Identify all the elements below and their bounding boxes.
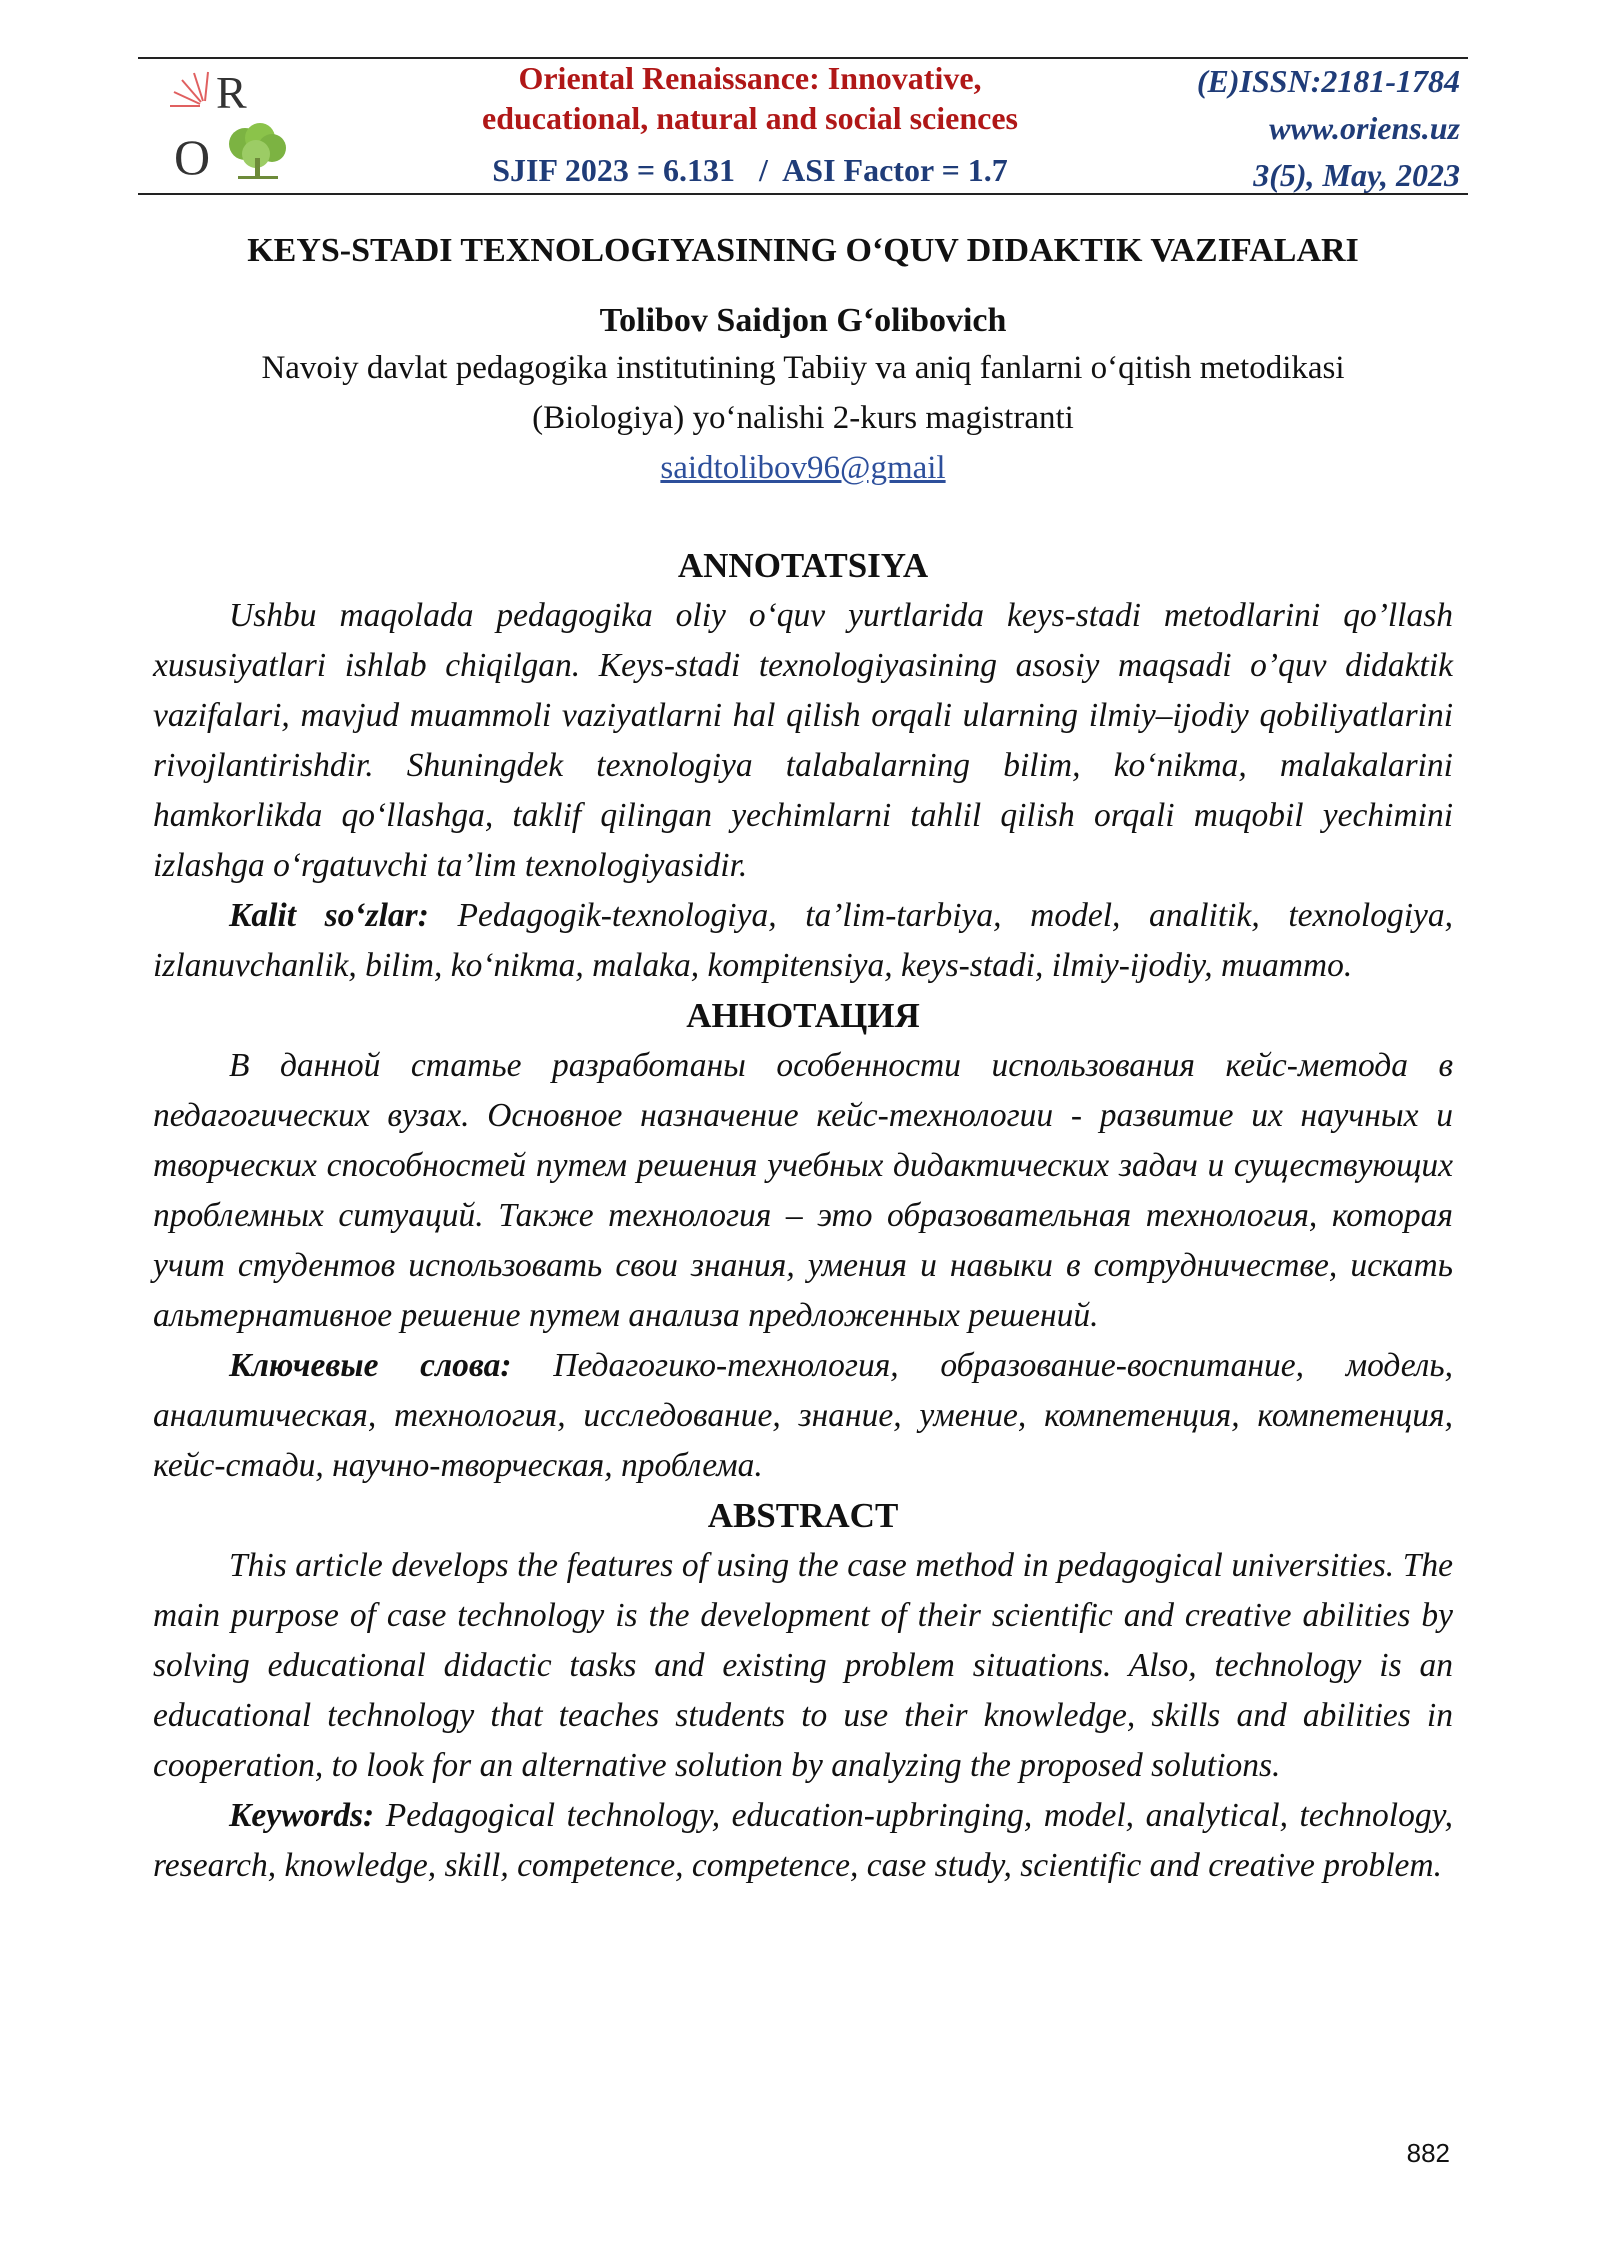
heading-annotatsiya-ru: АННОТАЦИЯ [686, 996, 920, 1035]
kalit-sozlar [153, 891, 1453, 991]
article-title: KEYS-STADI TEXNOLOGIYASINING O‘QUV DIDAKTIK VAZIFALARI [247, 232, 1359, 269]
page-number: 882 [1406, 2138, 1450, 2168]
annotatsiya-ru-text: В данной статье разработаны особенности использования кейс-метода в педагогических вузах. Основное назначение кейс-технологии - развитие их научных и творческих способностей путем решения учебных дидактических задач и существующих проблемных ситуаций. Также технология – это образовательная технология, которая учит студентов использовать свои знания, умения и навыки в сотрудничестве, искать альтернативное решение путем анализа предложенных решений. [153, 1047, 1453, 1334]
abstract-text: This article develops the features of using the case method in pedagogical universities. The main purpose of case technology is the development of their scientific and creative abilities by solving educational didactic tasks and existing problem situations. Also, technology is an educational technology that teaches students to use their knowledge, skills and abilities in cooperation, to look for an alternative solution by analyzing the proposed solutions. [153, 1547, 1453, 1784]
journal-issn: (E)ISSN:2181-1784 [1196, 63, 1460, 99]
author-affiliation-line2: (Biologiya) yo‘nalishi 2-kurs magistranti [532, 400, 1074, 436]
header-bottom-rule [138, 193, 1468, 195]
tree-icon [229, 123, 286, 179]
journal-title-line2: educational, natural and social sciences [481, 100, 1018, 136]
klyuchevye-slova-list: Педагогико-технология, образование-воспитание, модель, аналитическая, технология, исследование, знание, умение, компетенция, компетенция, кейс-стади, научно-творческая, проблема. [153, 1347, 1454, 1484]
heading-abstract: ABSTRACT [707, 1496, 899, 1535]
article-author: Tolibov Saidjon G‘olibovich [599, 302, 1007, 339]
logo-letter-r: R [216, 67, 247, 118]
author-affiliation-line1: Navoiy davlat pedagogika institutining Tabiiy va aniq fanlarni o‘qitish metodikasi [261, 350, 1345, 386]
journal-title-line1: Oriental Renaissance: Innovative, [518, 60, 982, 96]
journal-title [420, 58, 1080, 138]
journal-logo [160, 66, 310, 186]
author-email-link[interactable]: saidtolibov96@gmail [660, 450, 946, 486]
klyuchevye-slova-label: Ключевые слова: [229, 1347, 512, 1384]
article-content [153, 225, 1453, 1891]
journal-website[interactable]: www.oriens.uz [1269, 110, 1460, 146]
keywords-label: Keywords: [229, 1797, 375, 1834]
author-email [153, 443, 1453, 493]
logo-letter-o: O [174, 129, 211, 185]
klyuchevye-slova [153, 1341, 1453, 1491]
keywords [153, 1791, 1453, 1891]
journal-issue: 3(5), May, 2023 [1253, 157, 1460, 193]
annotatsiya-text: Ushbu maqolada pedagogika oliy o‘quv yurtlarida keys-stadi metodlarini qo’llash xususiyatlari ishlab chiqilgan. Keys-stadi texnologiyasining asosiy maqsadi o’quv didaktik vazifalari, mavjud muammoli vaziyatlarni hal qilish orqali ularning ilmiy–ijodiy qobiliyatlarini rivojlantirishdir. Shuningdek texnologiya talabalarning bilim, ko‘nikma, malakalarini hamkorlikda qo‘llashga, taklif qilingan yechimlarni tahlil qilish orqali muqobil yechimini izlashga o‘rgatuvchi ta’lim texnologiyasidir. [153, 597, 1453, 884]
kalit-sozlar-label: Kalit so‘zlar: [229, 897, 429, 934]
journal-impact-factor: SJIF 2023 = 6.131 / ASI Factor = 1.7 [492, 152, 1008, 188]
kalit-sozlar-list: Pedagogik-texnologiya, ta’lim-tarbiya, model, analitik, texnologiya, izlanuvchanlik, bilim, ko‘nikma, malaka, kompitensiya, keys-stadi, ilmiy-ijodiy, muammo. [153, 897, 1454, 984]
sunburst-icon [170, 72, 208, 106]
heading-annotatsiya: ANNOTATSIYA [677, 546, 929, 585]
keywords-list: Pedagogical technology, education-upbringing, model, analytical, technology, research, knowledge, skill, competence, competence, case study, scientific and creative problem. [153, 1797, 1454, 1884]
journal-meta [1197, 58, 1460, 199]
